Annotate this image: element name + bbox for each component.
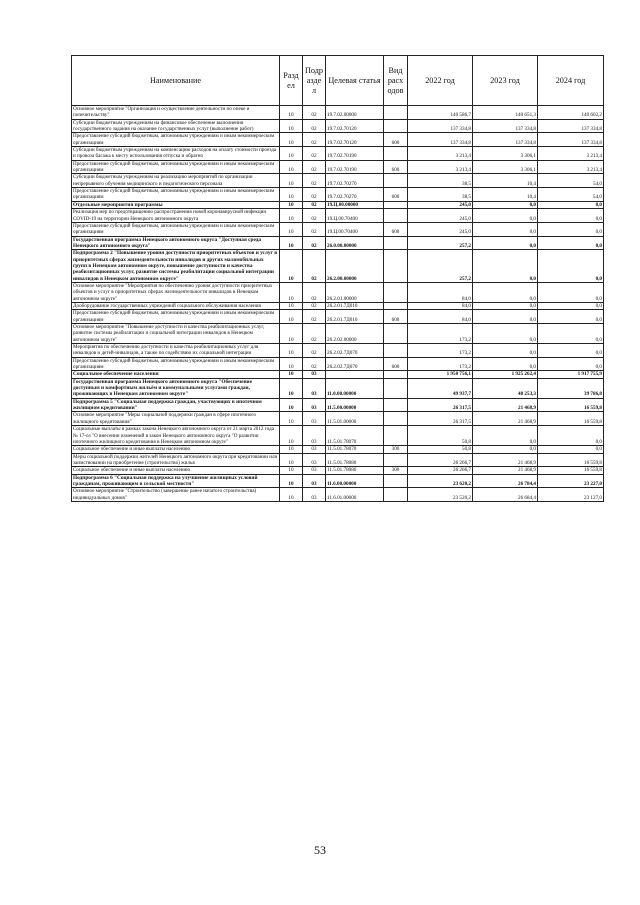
row-section-cell: 10 xyxy=(280,106,303,120)
header-2024: 2024 год xyxy=(538,56,604,106)
row-2023-cell: 0,0 xyxy=(473,222,538,236)
budget-table xyxy=(71,55,604,502)
row-expense-type-cell xyxy=(384,106,408,120)
row-name-cell: Реализация мер по предотвращению распространения новой коронавирусной инфекции COVID-19 на территории Ненецкого автономного округа xyxy=(72,209,280,223)
row-2024-cell: 0,0 xyxy=(538,250,604,283)
row-target-cell: 19.Ц.00.70400 xyxy=(326,222,384,236)
row-target-cell: 26.2.02.7Д070 xyxy=(326,357,384,371)
row-name-cell: Государственная программа Ненецкого автономного округа "Доступная среда Ненецкого автономного округа" xyxy=(72,236,280,250)
row-2022-cell: 257,2 xyxy=(408,250,473,283)
row-2022-cell: 257,2 xyxy=(408,236,473,250)
row-2022-cell: 23 620,2 xyxy=(408,474,473,488)
row-2023-cell: 0,0 xyxy=(473,302,538,309)
row-2022-cell: 84,0 xyxy=(408,282,473,302)
table-row xyxy=(72,222,604,236)
row-section-cell: 10 xyxy=(280,209,303,223)
table-row xyxy=(72,201,604,208)
row-2023-cell: 21 468,9 xyxy=(473,398,538,412)
row-subsection-cell: 03 xyxy=(303,446,326,453)
row-subsection-cell: 02 xyxy=(303,250,326,283)
row-subsection-cell: 02 xyxy=(303,174,326,188)
row-target-cell: 19.7.02.70270 xyxy=(326,174,384,188)
row-expense-type-cell xyxy=(384,488,408,502)
row-2022-cell: 173,2 xyxy=(408,357,473,371)
row-name-cell: Субсидии бюджетным учреждениям на финансовое обеспечение выполнения государственного задания на оказание государственных услуг (выполнение работ) xyxy=(72,119,280,133)
row-2022-cell: 23 520,2 xyxy=(408,488,473,502)
row-expense-type-cell: 300 xyxy=(384,446,408,453)
row-section-cell: 10 xyxy=(280,119,303,133)
row-target-cell: 19.Ц.00.70400 xyxy=(326,209,384,223)
row-subsection-cell: 02 xyxy=(303,344,326,358)
row-expense-type-cell: 600 xyxy=(384,222,408,236)
table-row xyxy=(72,236,604,250)
row-subsection-cell: 03 xyxy=(303,426,326,446)
row-expense-type-cell xyxy=(384,209,408,223)
row-2022-cell: 245,0 xyxy=(408,201,473,208)
row-subsection-cell: 02 xyxy=(303,147,326,161)
row-target-cell: 26.2.01.7Д010 xyxy=(326,302,384,309)
row-section-cell: 10 xyxy=(280,398,303,412)
row-expense-type-cell: 600 xyxy=(384,188,408,202)
row-target-cell: 19.7.02.70120 xyxy=(326,133,384,147)
table-row xyxy=(72,209,604,223)
row-2022-cell: 140 586,7 xyxy=(408,106,473,120)
row-section-cell: 10 xyxy=(280,412,303,426)
row-2022-cell: 84,0 xyxy=(408,302,473,309)
table-body xyxy=(72,106,604,502)
table-row xyxy=(72,188,604,202)
row-2024-cell: 0,0 xyxy=(538,302,604,309)
row-2024-cell: 23 227,0 xyxy=(538,474,604,488)
row-expense-type-cell xyxy=(384,250,408,283)
row-target-cell: 11.5.00.00000 xyxy=(326,398,384,412)
row-2023-cell: 0,0 xyxy=(473,426,538,446)
row-subsection-cell: 02 xyxy=(303,160,326,174)
row-2022-cell: 3 213,4 xyxy=(408,147,473,161)
row-2024-cell: 0,0 xyxy=(538,201,604,208)
row-2022-cell: 245,0 xyxy=(408,222,473,236)
table-row xyxy=(72,133,604,147)
row-section-cell: 10 xyxy=(280,467,303,474)
row-subsection-cell: 03 xyxy=(303,412,326,426)
row-2024-cell: 16 559,8 xyxy=(538,398,604,412)
row-name-cell: Социальное обеспечение и иные выплаты населению xyxy=(72,446,280,453)
row-2023-cell: 0,0 xyxy=(473,357,538,371)
row-expense-type-cell xyxy=(384,174,408,188)
row-section-cell: 10 xyxy=(280,188,303,202)
row-name-cell: Социальное обеспечение населения xyxy=(72,371,280,378)
row-subsection-cell: 02 xyxy=(303,222,326,236)
row-2024-cell: 0,0 xyxy=(538,446,604,453)
row-name-cell: Подпрограмма 2 "Повышение уровня доступности приоритетных объектов и услуг в приоритетных сферах жизнедеятельности инвалидов и других маломобильных групп в Ненецком автономном округе, повышение доступности и качества реабилитационных услуг, развитие системы реабилитации социальной интеграции инвалидов в Ненецком автономном округе" xyxy=(72,250,280,283)
row-name-cell: Подпрограмма 5 "Социальная поддержка граждан, участвующих в ипотечном жилищном кредитовании" xyxy=(72,398,280,412)
row-2023-cell: 21 468,9 xyxy=(473,467,538,474)
row-expense-type-cell xyxy=(384,201,408,208)
row-2024-cell: 54,0 xyxy=(538,188,604,202)
row-target-cell: 11.5.01.78080 xyxy=(326,453,384,467)
table-row xyxy=(72,174,604,188)
row-section-cell: 10 xyxy=(280,344,303,358)
row-section-cell: 10 xyxy=(280,201,303,208)
row-expense-type-cell: 600 xyxy=(384,357,408,371)
row-2022-cell: 49 937,7 xyxy=(408,378,473,398)
row-expense-type-cell xyxy=(384,412,408,426)
row-section-cell: 10 xyxy=(280,426,303,446)
table-row xyxy=(72,119,604,133)
header-subsection: Подр азде л xyxy=(303,56,326,106)
row-2023-cell: 140 651,3 xyxy=(473,106,538,120)
row-subsection-cell: 02 xyxy=(303,119,326,133)
row-name-cell: Предоставление субсидий бюджетным, автономным учреждениям и иным некоммерческим организациям xyxy=(72,357,280,371)
row-subsection-cell: 03 xyxy=(303,371,326,378)
row-2023-cell: 0,0 xyxy=(473,310,538,324)
row-2023-cell: 0,0 xyxy=(473,209,538,223)
row-2022-cell: 173,2 xyxy=(408,324,473,344)
table-row xyxy=(72,357,604,371)
row-2022-cell: 3 213,4 xyxy=(408,160,473,174)
row-2022-cell: 137 334,8 xyxy=(408,133,473,147)
row-expense-type-cell xyxy=(384,378,408,398)
row-2022-cell: 1 950 756,1 xyxy=(408,371,473,378)
row-section-cell: 10 xyxy=(280,474,303,488)
row-expense-type-cell xyxy=(384,282,408,302)
row-target-cell: 26.0.00.00000 xyxy=(326,236,384,250)
row-2024-cell: 0,0 xyxy=(538,344,604,358)
row-subsection-cell: 02 xyxy=(303,188,326,202)
table-row xyxy=(72,412,604,426)
row-section-cell: 10 xyxy=(280,222,303,236)
row-subsection-cell: 02 xyxy=(303,209,326,223)
header-target: Целевая статья xyxy=(326,56,384,106)
row-2023-cell: 137 334,8 xyxy=(473,119,538,133)
row-section-cell: 10 xyxy=(280,357,303,371)
row-2023-cell: 3 306,1 xyxy=(473,160,538,174)
row-target-cell: 19.7.02.70190 xyxy=(326,160,384,174)
row-2024-cell: 3 213,4 xyxy=(538,147,604,161)
row-expense-type-cell xyxy=(384,324,408,344)
row-2022-cell: 38,5 xyxy=(408,188,473,202)
table-row xyxy=(72,488,604,502)
row-2023-cell: 0,0 xyxy=(473,250,538,283)
row-expense-type-cell xyxy=(384,119,408,133)
row-subsection-cell: 02 xyxy=(303,324,326,344)
table-row xyxy=(72,344,604,358)
row-section-cell: 10 xyxy=(280,378,303,398)
row-target-cell: 19.7.02.00000 xyxy=(326,106,384,120)
row-2022-cell: 26 266,7 xyxy=(408,453,473,467)
row-name-cell: Предоставление субсидий бюджетным, автономным учреждениям и иным некоммерческим организациям xyxy=(72,310,280,324)
table-row xyxy=(72,160,604,174)
row-subsection-cell: 02 xyxy=(303,236,326,250)
row-name-cell: Основное мероприятие "Повышение доступности и качества реабилитационных услуг, развитие системы реабилитации и социальной интеграции инвалидов в Ненецком автономном округе" xyxy=(72,324,280,344)
header-name: Наименование xyxy=(72,56,280,106)
row-subsection-cell: 03 xyxy=(303,378,326,398)
row-section-cell: 10 xyxy=(280,310,303,324)
row-section-cell: 10 xyxy=(280,133,303,147)
row-2024-cell: 0,0 xyxy=(538,236,604,250)
row-2024-cell: 0,0 xyxy=(538,324,604,344)
row-section-cell: 10 xyxy=(280,324,303,344)
row-name-cell: Предоставление субсидий бюджетным, автономным учреждениям и иным некоммерческим организациям xyxy=(72,133,280,147)
row-name-cell: Мероприятия по обеспечению доступности и качества реабилитационных услуг для инвалидов и детей-инвалидов, а также по содействию их социальной интеграции xyxy=(72,344,280,358)
row-2024-cell: 54,0 xyxy=(538,174,604,188)
row-section-cell: 10 xyxy=(280,282,303,302)
row-2023-cell: 10,4 xyxy=(473,188,538,202)
row-name-cell: Основное мероприятие "Организация и осуществление деятельности по опеке и попечительству" xyxy=(72,106,280,120)
row-section-cell: 10 xyxy=(280,236,303,250)
row-2022-cell: 26 317,5 xyxy=(408,398,473,412)
row-name-cell: Отдельные мероприятия программы xyxy=(72,201,280,208)
row-2024-cell: 0,0 xyxy=(538,282,604,302)
row-subsection-cell: 03 xyxy=(303,398,326,412)
table-row xyxy=(72,453,604,467)
row-2024-cell: 0,0 xyxy=(538,222,604,236)
row-expense-type-cell xyxy=(384,426,408,446)
row-subsection-cell: 02 xyxy=(303,106,326,120)
row-expense-type-cell xyxy=(384,453,408,467)
row-2022-cell: 26 317,5 xyxy=(408,412,473,426)
row-target-cell: 11.6.01.00000 xyxy=(326,488,384,502)
row-2022-cell: 50,8 xyxy=(408,446,473,453)
row-name-cell: Государственная программа Ненецкого автономного округа "Обеспечение доступным и комфортным жильём и коммунальными услугами граждан, проживающих в Ненецком автономном округе" xyxy=(72,378,280,398)
row-section-cell: 10 xyxy=(280,446,303,453)
row-2024-cell: 16 559,8 xyxy=(538,453,604,467)
row-subsection-cell: 02 xyxy=(303,282,326,302)
row-2024-cell: 1 917 755,9 xyxy=(538,371,604,378)
table-row xyxy=(72,302,604,309)
row-expense-type-cell: 600 xyxy=(384,310,408,324)
row-2023-cell: 48 253,3 xyxy=(473,378,538,398)
row-2024-cell: 140 602,2 xyxy=(538,106,604,120)
row-subsection-cell: 03 xyxy=(303,467,326,474)
row-expense-type-cell xyxy=(384,474,408,488)
row-target-cell: 26.2.00.00000 xyxy=(326,250,384,283)
row-section-cell: 10 xyxy=(280,250,303,283)
row-expense-type-cell xyxy=(384,344,408,358)
table-row xyxy=(72,371,604,378)
row-section-cell: 10 xyxy=(280,174,303,188)
table-row xyxy=(72,446,604,453)
row-name-cell: Основное мероприятие "Строительство (завершение ранее начатого строительства) индивидуальных домов" xyxy=(72,488,280,502)
row-2023-cell: 0,0 xyxy=(473,446,538,453)
row-section-cell: 10 xyxy=(280,147,303,161)
row-2024-cell: 16 559,8 xyxy=(538,412,604,426)
row-2024-cell: 137 334,8 xyxy=(538,119,604,133)
row-expense-type-cell xyxy=(384,371,408,378)
row-section-cell: 10 xyxy=(280,302,303,309)
row-2024-cell: 0,0 xyxy=(538,310,604,324)
row-2023-cell: 3 306,1 xyxy=(473,147,538,161)
row-2023-cell: 0,0 xyxy=(473,324,538,344)
row-name-cell: Социальные выплаты в рамках закона Ненецкого автономного округа от 21 марта 2012 года № 17-оз "О внесении изменений в закон Ненецкого автономного округа "О развитии ипотечного жилищного кредитования в Ненецком автономном округе" xyxy=(72,426,280,446)
row-2024-cell: 0,0 xyxy=(538,209,604,223)
row-2022-cell: 26 266,7 xyxy=(408,467,473,474)
row-target-cell: 11.5.01.78070 xyxy=(326,426,384,446)
row-subsection-cell: 02 xyxy=(303,357,326,371)
row-2023-cell: 137 334,8 xyxy=(473,133,538,147)
table-row xyxy=(72,474,604,488)
table-header-row xyxy=(72,56,604,106)
row-2022-cell: 137 334,8 xyxy=(408,119,473,133)
row-section-cell: 10 xyxy=(280,453,303,467)
row-2023-cell: 21 468,9 xyxy=(473,412,538,426)
table-row xyxy=(72,282,604,302)
header-2023: 2023 год xyxy=(473,56,538,106)
row-subsection-cell: 02 xyxy=(303,310,326,324)
row-target-cell: 11.6.00.00000 xyxy=(326,474,384,488)
row-2024-cell: 16 559,8 xyxy=(538,467,604,474)
row-expense-type-cell xyxy=(384,398,408,412)
row-2023-cell: 0,0 xyxy=(473,282,538,302)
row-expense-type-cell xyxy=(384,302,408,309)
row-expense-type-cell: 300 xyxy=(384,467,408,474)
row-target-cell: 19.Ц.00.00000 xyxy=(326,201,384,208)
row-2022-cell: 84,0 xyxy=(408,310,473,324)
row-expense-type-cell: 600 xyxy=(384,160,408,174)
row-expense-type-cell xyxy=(384,147,408,161)
row-2022-cell: 245,0 xyxy=(408,209,473,223)
row-target-cell: 26.2.02.00000 xyxy=(326,324,384,344)
row-target-cell: 19.7.02.70270 xyxy=(326,188,384,202)
row-target-cell xyxy=(326,371,384,378)
row-2022-cell: 173,2 xyxy=(408,344,473,358)
row-name-cell: Основное мероприятие "Мероприятия по обеспечению уровня доступности приоритетных объектов и услуг в приоритетных сферах жизнедеятельности инвалидов в Ненецком автономном округе" xyxy=(72,282,280,302)
row-2022-cell: 38,5 xyxy=(408,174,473,188)
row-target-cell: 11.5.01.78070 xyxy=(326,446,384,453)
table-row xyxy=(72,467,604,474)
row-target-cell: 11.5.01.00000 xyxy=(326,412,384,426)
row-target-cell: 11.5.01.78080 xyxy=(326,467,384,474)
row-subsection-cell: 02 xyxy=(303,201,326,208)
row-expense-type-cell: 600 xyxy=(384,133,408,147)
row-2022-cell: 50,8 xyxy=(408,426,473,446)
row-name-cell: Основное мероприятие "Меры социальной поддержки граждан в сфере ипотечного жилищного кредитования" xyxy=(72,412,280,426)
row-target-cell: 26.2.02.7Д070 xyxy=(326,344,384,358)
page-number: 53 xyxy=(314,843,326,857)
row-subsection-cell: 02 xyxy=(303,133,326,147)
row-2023-cell: 21 468,9 xyxy=(473,453,538,467)
table-row xyxy=(72,324,604,344)
row-name-cell: Субсидии бюджетным учреждениям на компенсацию расходов на оплату стоимости проезда и провоза багажа к месту использования отпуска и обратно xyxy=(72,147,280,161)
row-2024-cell: 23 127,0 xyxy=(538,488,604,502)
table-row xyxy=(72,378,604,398)
row-2023-cell: 0,0 xyxy=(473,201,538,208)
row-section-cell: 10 xyxy=(280,488,303,502)
row-expense-type-cell xyxy=(384,236,408,250)
row-target-cell: 26.2.01.7Д010 xyxy=(326,310,384,324)
header-expense-type: Вид расх одов xyxy=(384,56,408,106)
row-2024-cell: 0,0 xyxy=(538,357,604,371)
row-name-cell: Подпрограмма 6 "Социальная поддержка на улучшение жилищных условий гражданам, проживающим в сельской местности" xyxy=(72,474,280,488)
row-2024-cell: 3 213,4 xyxy=(538,160,604,174)
row-2023-cell: 26 784,4 xyxy=(473,474,538,488)
table-row xyxy=(72,147,604,161)
row-name-cell: Предоставление субсидий бюджетным, автономным учреждениям и иным некоммерческим организациям xyxy=(72,188,280,202)
row-section-cell: 10 xyxy=(280,371,303,378)
row-2023-cell: 10,4 xyxy=(473,174,538,188)
table-row xyxy=(72,250,604,283)
row-subsection-cell: 03 xyxy=(303,453,326,467)
header-2022: 2022 год xyxy=(408,56,473,106)
row-2023-cell: 0,0 xyxy=(473,344,538,358)
table-row xyxy=(72,426,604,446)
row-2023-cell: 26 684,4 xyxy=(473,488,538,502)
row-name-cell: Меры социальной поддержки жителей Ненецкого автономного округа при кредитовании или заимствовании на приобретение (строительство) жилья xyxy=(72,453,280,467)
table-row xyxy=(72,310,604,324)
row-target-cell: 26.2.01.00000 xyxy=(326,282,384,302)
row-name-cell: Предоставление субсидий бюджетным, автономным учреждениям и иным некоммерческим организациям xyxy=(72,222,280,236)
header-section: Разд ел xyxy=(280,56,303,106)
row-subsection-cell: 03 xyxy=(303,474,326,488)
row-section-cell: 10 xyxy=(280,160,303,174)
table-row xyxy=(72,106,604,120)
row-name-cell: Предоставление субсидий бюджетным, автономным учреждениям и иным некоммерческим организациям xyxy=(72,160,280,174)
row-name-cell: Дооборудование государственных учреждений социального обслуживания населения xyxy=(72,302,280,309)
row-2023-cell: 0,0 xyxy=(473,236,538,250)
row-subsection-cell: 03 xyxy=(303,488,326,502)
row-2024-cell: 39 786,8 xyxy=(538,378,604,398)
row-name-cell: Социальное обеспечение и иные выплаты населению xyxy=(72,467,280,474)
row-name-cell: Субсидии бюджетным учреждениям на реализацию мероприятий по организации непрерывного обучения медицинского и педагогического персонала xyxy=(72,174,280,188)
row-target-cell: 11.0.00.00000 xyxy=(326,378,384,398)
row-subsection-cell: 02 xyxy=(303,302,326,309)
row-target-cell: 19.7.02.70190 xyxy=(326,147,384,161)
table-row xyxy=(72,398,604,412)
row-2024-cell: 137 334,8 xyxy=(538,133,604,147)
row-2023-cell: 1 925 262,4 xyxy=(473,371,538,378)
row-2024-cell: 0,0 xyxy=(538,426,604,446)
row-target-cell: 19.7.02.70120 xyxy=(326,119,384,133)
